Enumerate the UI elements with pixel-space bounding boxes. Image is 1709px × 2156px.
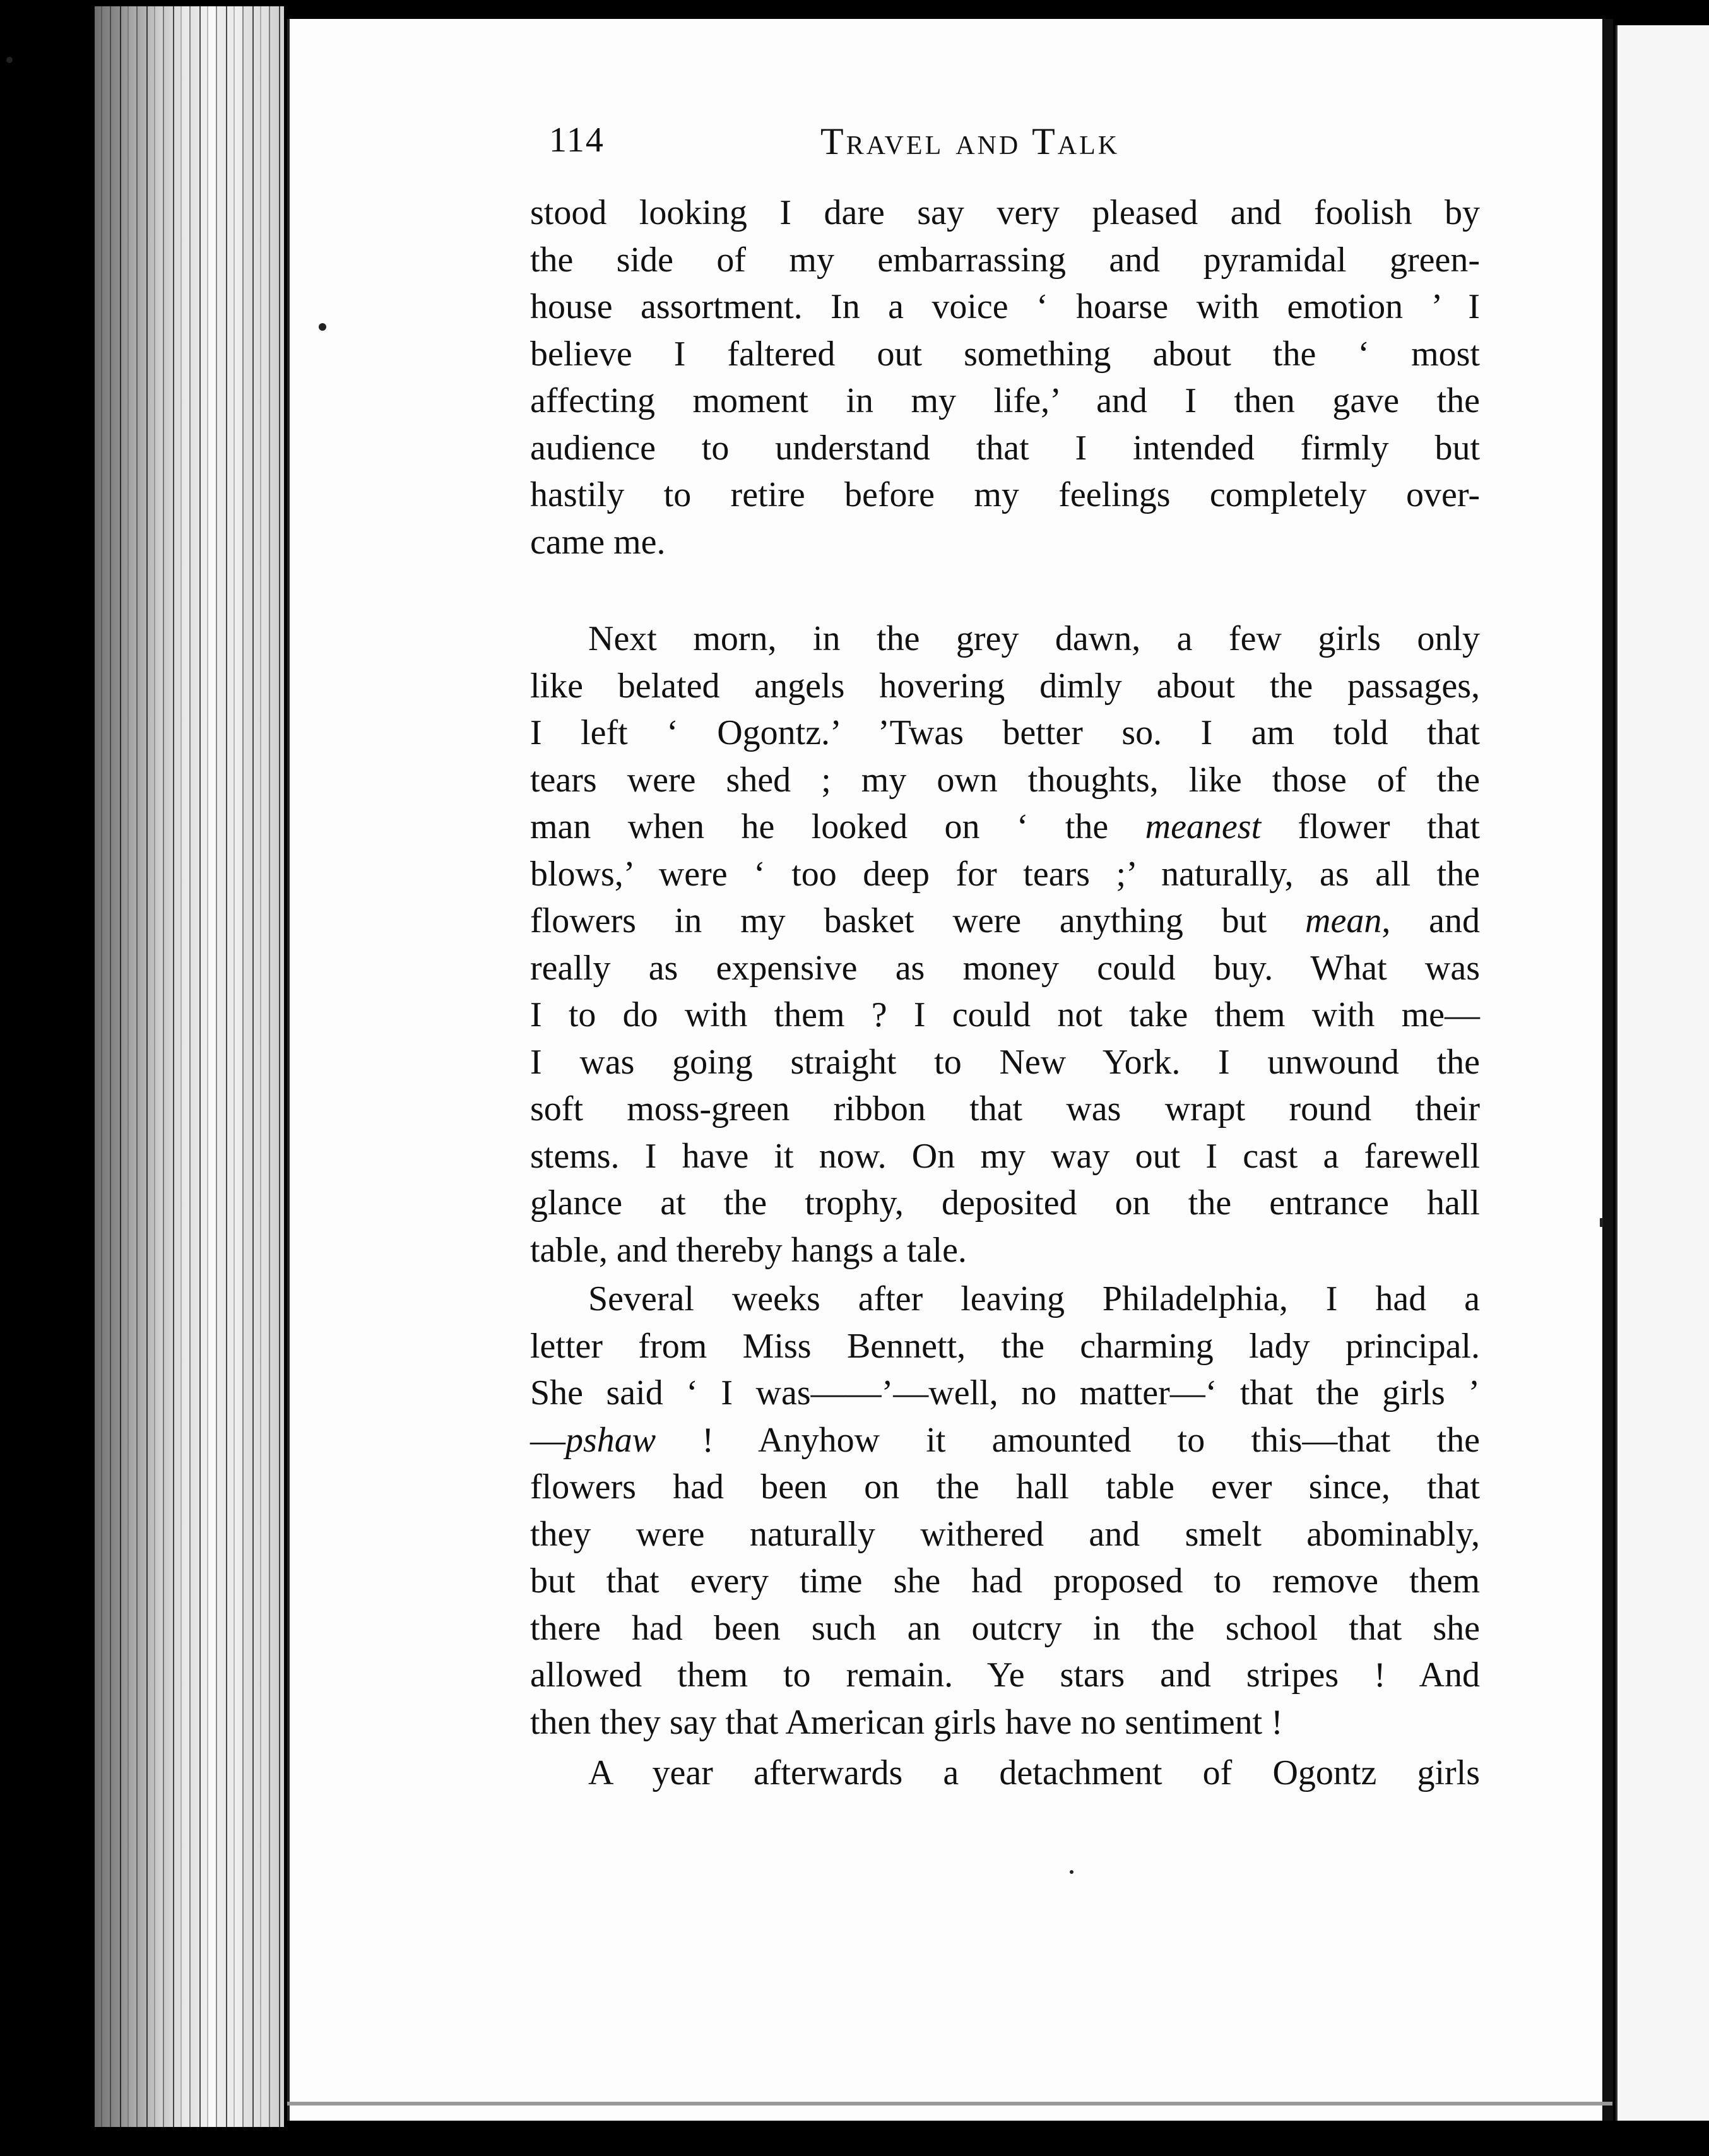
text-line: then they say that American girls have no sentiment ! xyxy=(530,1702,1283,1742)
text-line: really as expensive as money could buy. What was xyxy=(530,948,1480,988)
page-edges-shadow xyxy=(95,6,290,2127)
text-line: came me. xyxy=(530,522,666,562)
text-line: like belated angels hovering dimly about the passages, xyxy=(530,666,1480,706)
text-run: flower that xyxy=(1261,807,1481,846)
italic-word: pshaw xyxy=(565,1420,656,1460)
text-run: man when he looked on ‘ the xyxy=(530,807,1145,846)
page-bottom-edge xyxy=(287,2102,1612,2106)
text-line: Several weeks after leaving Philadelphia, I had a xyxy=(588,1279,1480,1318)
gutter-shadow xyxy=(1603,19,1613,2121)
text-line: letter from Miss Bennett, the charming lady principal. xyxy=(530,1326,1480,1366)
text-line: believe I faltered out something about the ‘ most xyxy=(530,334,1480,374)
text-line: soft moss-green ribbon that was wrapt round their xyxy=(530,1089,1480,1128)
text-line: there had been such an outcry in the school that she xyxy=(530,1608,1480,1648)
text-run: flowers in my basket were anything but xyxy=(530,901,1306,940)
text-line: allowed them to remain. Ye stars and stripes ! And xyxy=(530,1656,1480,1695)
text-line: affecting moment in my life,’ and I then gave the xyxy=(530,381,1480,420)
text-line: A year afterwards a detachment of Ogontz girls xyxy=(588,1753,1480,1792)
paragraph-2 xyxy=(530,615,1480,1274)
running-title: Travel and Talk xyxy=(820,121,1120,162)
text-line: but that every time she had proposed to remove them xyxy=(530,1561,1480,1601)
text-line: table, and thereby hangs a tale. xyxy=(530,1230,967,1270)
text-line: stood looking I dare say very pleased and foolish by xyxy=(530,193,1480,232)
paragraph-3 xyxy=(530,1276,1480,1746)
text-line xyxy=(530,1417,1480,1464)
text-line xyxy=(530,803,1480,851)
text-line: flowers had been on the hall table ever since, that xyxy=(530,1467,1480,1507)
text-run: ! Anyhow it amounted to this—that the xyxy=(656,1420,1480,1460)
italic-word: mean xyxy=(1305,901,1382,940)
text-line: hastily to retire before my feelings completely over- xyxy=(530,475,1480,514)
text-line xyxy=(530,897,1480,945)
text-line: I was going straight to New York. I unwound the xyxy=(530,1042,1480,1082)
text-run: , and xyxy=(1381,901,1480,940)
text-line: blows,’ were ‘ too deep for tears ;’ naturally, as all the xyxy=(530,854,1480,894)
paragraph-1 xyxy=(530,189,1480,566)
text-line: Next morn, in the grey dawn, a few girls only xyxy=(588,619,1480,658)
text-line: She said ‘ I was——’—well, no matter—‘ that the girls ’ xyxy=(530,1373,1480,1413)
paragraph-4 xyxy=(530,1750,1480,1797)
text-line: audience to understand that I intended firmly but xyxy=(530,428,1480,468)
scan-speck xyxy=(1600,1218,1603,1227)
text-line: I to do with them ? I could not take them with me— xyxy=(530,995,1480,1034)
scan-speck xyxy=(1070,1870,1073,1874)
scan-speck xyxy=(6,57,13,63)
text-line: glance at the trophy, deposited on the entrance hall xyxy=(530,1183,1480,1223)
text-line: stems. I have it now. On my way out I cast a farewell xyxy=(530,1136,1480,1176)
text-line: I left ‘ Ogontz.’ ’Twas better so. I am told that xyxy=(530,713,1480,752)
facing-page-edge xyxy=(1616,25,1709,2121)
text-line: the side of my embarrassing and pyramidal green- xyxy=(530,240,1480,280)
italic-word: meanest xyxy=(1145,807,1262,846)
text-line: tears were shed ; my own thoughts, like those of the xyxy=(530,760,1480,800)
text-run: — xyxy=(530,1420,565,1460)
scan-speck xyxy=(319,323,326,331)
page-number: 114 xyxy=(549,121,605,160)
text-line: they were naturally withered and smelt abominably, xyxy=(530,1514,1480,1554)
running-head xyxy=(549,120,1209,170)
text-line: house assortment. In a voice ‘ hoarse with emotion ’ I xyxy=(530,287,1480,326)
